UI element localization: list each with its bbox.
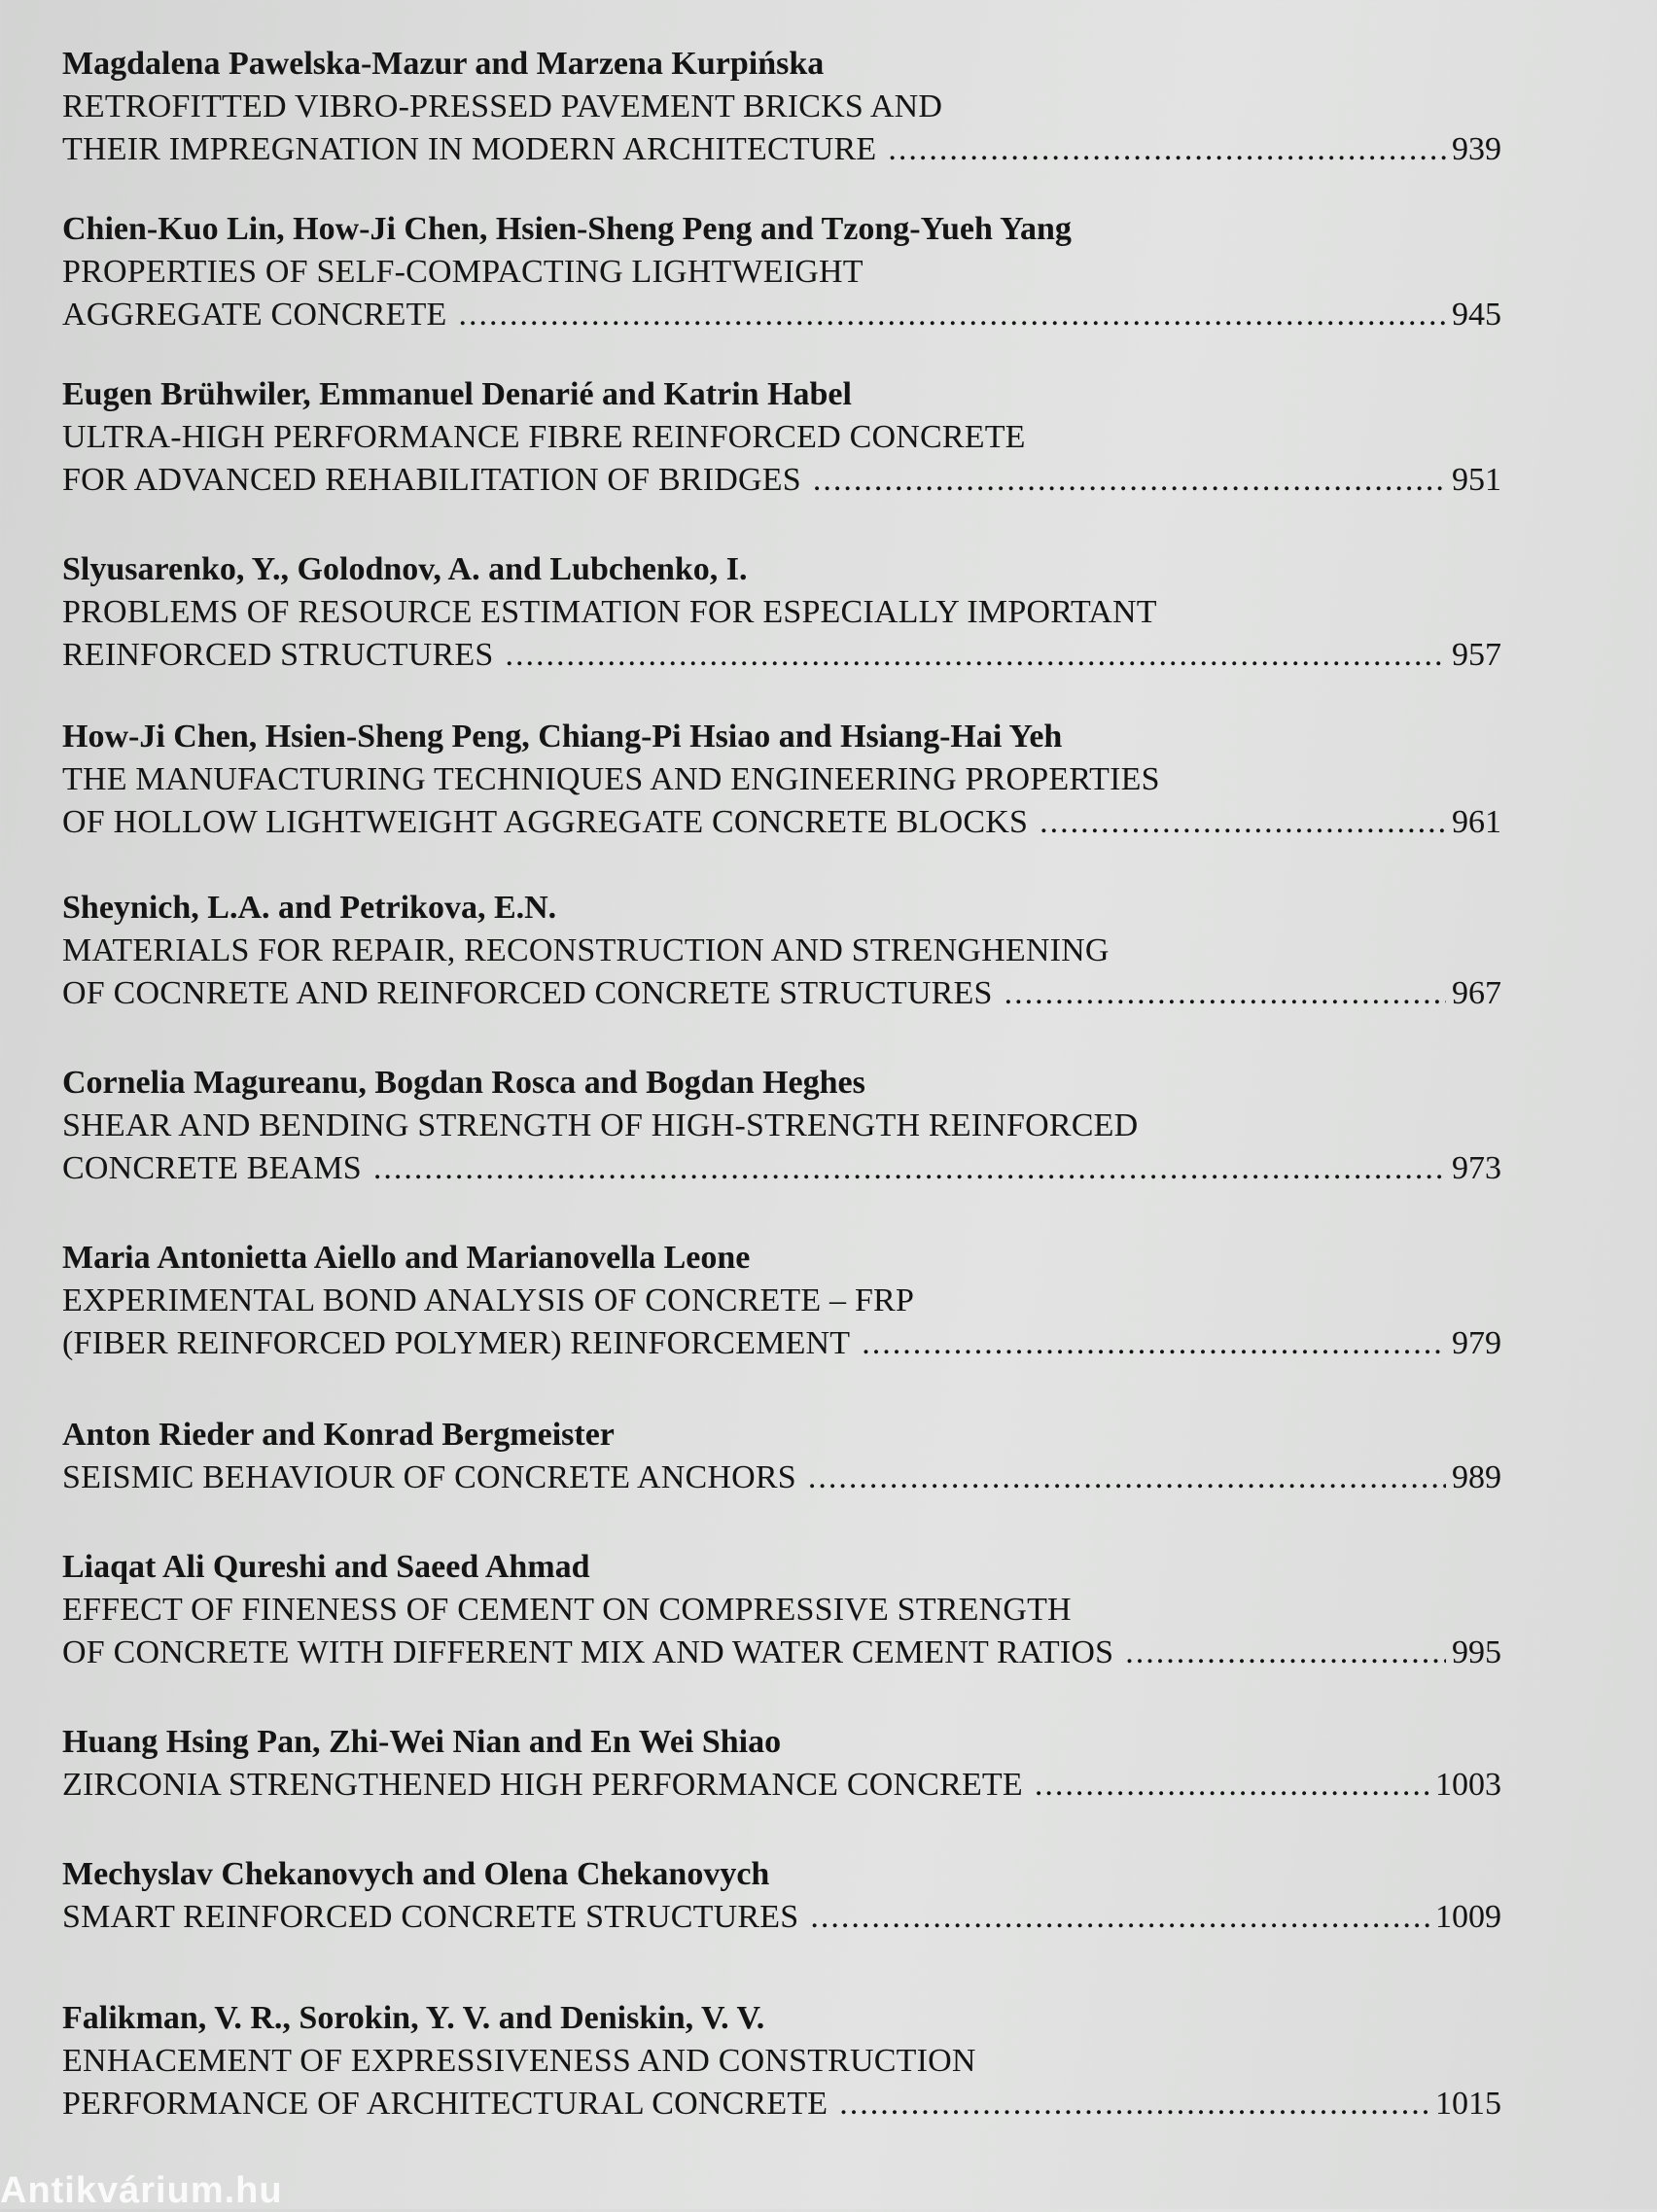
- entry-title-last-line: [62, 634, 1501, 677]
- entry-title-text: PERFORMANCE OF ARCHITECTURAL CONCRETE: [62, 2086, 828, 2122]
- entry-title-text: OF CONCRETE WITH DIFFERENT MIX AND WATER CEMENT RATIOS: [62, 1634, 1114, 1670]
- toc-entry: [62, 43, 1501, 171]
- entry-authors: Maria Antonietta Aiello and Marianovella Leone: [62, 1240, 751, 1276]
- entry-authors: Sheynich, L.A. and Petrikova, E.N.: [62, 890, 557, 926]
- dot-leader: [862, 1322, 1446, 1365]
- toc-entry: [62, 1997, 1501, 2125]
- entry-authors: Huang Hsing Pan, Zhi-Wei Nian and En Wei Shiao: [62, 1724, 782, 1760]
- toc-entry: [62, 887, 1501, 1015]
- page-number: 961: [1452, 804, 1501, 840]
- entry-title-text: CONCRETE BEAMS: [62, 1150, 362, 1186]
- toc-entry: [62, 1237, 1501, 1365]
- entry-title-text: ZIRCONIA STRENGTHENED HIGH PERFORMANCE CONCRETE: [62, 1767, 1023, 1803]
- toc-entry: [62, 1721, 1501, 1807]
- entry-title-text: THEIR IMPREGNATION IN MODERN ARCHITECTURE: [62, 131, 877, 167]
- entry-title-last-line: [62, 1147, 1501, 1190]
- entry-title-text: REINFORCED STRUCTURES: [62, 637, 494, 673]
- entry-title-last-line: [62, 1457, 1501, 1499]
- entry-title-last-line: [62, 972, 1501, 1015]
- entry-authors: Liaqat Ali Qureshi and Saeed Ahmad: [62, 1549, 590, 1585]
- dot-leader: [810, 1896, 1429, 1939]
- page-number: 995: [1452, 1634, 1501, 1670]
- entry-authors: Magdalena Pawelska-Mazur and Marzena Kurpińska: [62, 46, 825, 82]
- dot-leader: [459, 294, 1446, 336]
- entry-title-text: FOR ADVANCED REHABILITATION OF BRIDGES: [62, 462, 801, 498]
- page-number: 967: [1452, 975, 1501, 1011]
- entry-title-last-line: [62, 1764, 1501, 1807]
- entry-authors: Falikman, V. R., Sorokin, Y. V. and Deniskin, V. V.: [62, 2000, 765, 2036]
- entry-title-last-line: [62, 2083, 1501, 2125]
- entry-title-last-line: [62, 801, 1501, 844]
- page-number: 945: [1452, 297, 1501, 333]
- entry-title-last-line: [62, 1632, 1501, 1674]
- entry-title-line: THE MANUFACTURING TECHNIQUES AND ENGINEERING PROPERTIES: [62, 761, 1160, 797]
- toc-entry: [62, 1414, 1501, 1499]
- entry-title-text: SEISMIC BEHAVIOUR OF CONCRETE ANCHORS: [62, 1459, 796, 1495]
- entry-title-last-line: [62, 459, 1501, 502]
- dot-leader: [1040, 801, 1446, 844]
- entry-title-text: AGGREGATE CONCRETE: [62, 297, 447, 333]
- entry-title-line: PROPERTIES OF SELF-COMPACTING LIGHTWEIGHT: [62, 254, 864, 290]
- entry-title-line: PROBLEMS OF RESOURCE ESTIMATION FOR ESPECIALLY IMPORTANT: [62, 594, 1157, 630]
- toc-entry: [62, 1062, 1501, 1190]
- entry-authors: How-Ji Chen, Hsien-Sheng Peng, Chiang-Pi Hsiao and Hsiang-Hai Yeh: [62, 719, 1063, 755]
- dot-leader: [1125, 1632, 1446, 1674]
- toc-entry: [62, 373, 1501, 502]
- page-number: 951: [1452, 462, 1501, 498]
- entry-title-text: OF COCNRETE AND REINFORCED CONCRETE STRUCTURES: [62, 975, 993, 1011]
- entry-title-line: EFFECT OF FINENESS OF CEMENT ON COMPRESSIVE STRENGTH: [62, 1592, 1072, 1628]
- entry-title-text: (FIBER REINFORCED POLYMER) REINFORCEMENT: [62, 1325, 851, 1361]
- toc-entry: [62, 716, 1501, 844]
- page-number: 939: [1452, 131, 1501, 167]
- toc-entry: [62, 1853, 1501, 1939]
- entry-authors: Cornelia Magureanu, Bogdan Rosca and Bogdan Heghes: [62, 1065, 865, 1101]
- page-number: 957: [1452, 637, 1501, 673]
- entry-authors: Eugen Brühwiler, Emmanuel Denarié and Katrin Habel: [62, 376, 852, 412]
- dot-leader: [813, 459, 1446, 502]
- entry-title-last-line: [62, 128, 1501, 171]
- entry-title-line: MATERIALS FOR REPAIR, RECONSTRUCTION AND STRENGHENING: [62, 932, 1110, 968]
- entry-title-line: RETROFITTED VIBRO-PRESSED PAVEMENT BRICKS AND: [62, 88, 943, 124]
- page-number: 979: [1452, 1325, 1501, 1361]
- toc-entry: [62, 548, 1501, 677]
- entry-title-text: OF HOLLOW LIGHTWEIGHT AGGREGATE CONCRETE BLOCKS: [62, 804, 1029, 840]
- dot-leader: [888, 128, 1446, 171]
- dot-leader: [839, 2083, 1429, 2125]
- page-number: 1003: [1435, 1767, 1501, 1803]
- entry-title-line: ENHACEMENT OF EXPRESSIVENESS AND CONSTRUCTION: [62, 2043, 976, 2079]
- dot-leader: [1035, 1764, 1429, 1807]
- entry-authors: Mechyslav Chekanovych and Olena Chekanovych: [62, 1856, 770, 1892]
- dot-leader: [808, 1457, 1446, 1499]
- entry-title-last-line: [62, 1896, 1501, 1939]
- page-number: 989: [1452, 1459, 1501, 1495]
- entry-title-text: SMART REINFORCED CONCRETE STRUCTURES: [62, 1899, 799, 1935]
- dot-leader: [505, 634, 1446, 677]
- toc-entry: [62, 1546, 1501, 1674]
- dot-leader: [1005, 972, 1446, 1015]
- entry-title-line: SHEAR AND BENDING STRENGTH OF HIGH-STRENGTH REINFORCED: [62, 1107, 1139, 1143]
- entry-title-last-line: [62, 1322, 1501, 1365]
- toc-entry: [62, 208, 1501, 336]
- page-number: 973: [1452, 1150, 1501, 1186]
- dot-leader: [373, 1147, 1446, 1190]
- entry-title-last-line: [62, 294, 1501, 336]
- table-of-contents: [62, 43, 1501, 2182]
- entry-title-line: EXPERIMENTAL BOND ANALYSIS OF CONCRETE – FRP: [62, 1282, 915, 1318]
- page-number: 1009: [1435, 1899, 1501, 1935]
- entry-authors: Slyusarenko, Y., Golodnov, A. and Lubchenko, I.: [62, 551, 748, 587]
- entry-authors: Anton Rieder and Konrad Bergmeister: [62, 1417, 615, 1453]
- watermark-text: Antikvárium.hu: [0, 2170, 283, 2211]
- entry-authors: Chien-Kuo Lin, How-Ji Chen, Hsien-Sheng Peng and Tzong-Yueh Yang: [62, 211, 1072, 247]
- entry-title-line: ULTRA-HIGH PERFORMANCE FIBRE REINFORCED CONCRETE: [62, 419, 1026, 455]
- page-number: 1015: [1435, 2086, 1501, 2122]
